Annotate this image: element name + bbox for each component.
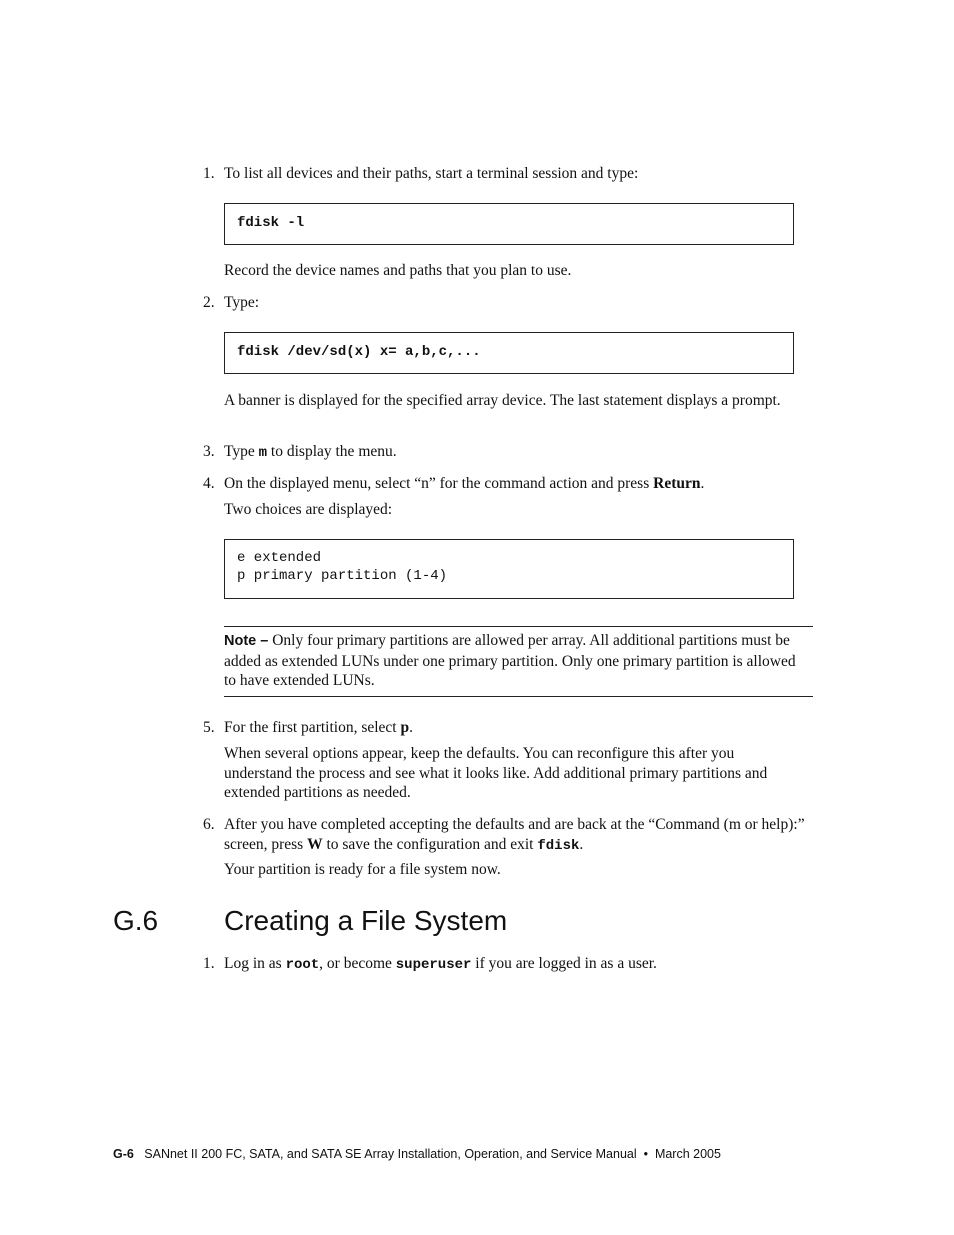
- text: to save the configuration and exit: [322, 835, 538, 853]
- code-block-3: [224, 539, 794, 599]
- text: Log in as: [224, 955, 286, 972]
- step-6-text: [224, 815, 814, 856]
- code-line: p primary partition (1-4): [237, 568, 448, 584]
- note: [224, 631, 804, 691]
- text: On the displayed menu, select “n” for the command action and press: [224, 475, 654, 492]
- note-bottom-rule: [224, 696, 813, 697]
- text: if you are logged in as a user.: [471, 955, 657, 972]
- text: After you have completed accepting the defaults and are back at the “Command (m or help):” screen, press: [224, 816, 805, 853]
- paragraph: Your partition is ready for a file system now.: [224, 861, 501, 878]
- note-label: Note –: [224, 633, 269, 649]
- inline-code: m: [258, 445, 268, 461]
- section-number: G.6: [113, 905, 159, 936]
- inline-code: fdisk: [537, 837, 580, 854]
- step-number: 2.: [203, 294, 215, 311]
- text: For the first partition, select: [224, 719, 401, 736]
- inline-code: root: [285, 957, 320, 973]
- paragraph: When several options appear, keep the defaults. You can reconfigure this after you understand the process and see what it looks like. Add additional primary partitions and extended partitions as needed.: [224, 745, 768, 801]
- step-3-text: [224, 442, 814, 464]
- paragraph: Two choices are displayed:: [224, 501, 393, 518]
- bold-text: p: [400, 719, 410, 736]
- text: .: [579, 835, 584, 853]
- step-number: 5.: [203, 719, 215, 736]
- paragraph: A banner is displayed for the specified array device. The last statement displays a prompt.: [224, 392, 781, 409]
- text: .: [409, 719, 413, 736]
- step-5-text: [224, 718, 814, 738]
- step-number: 1.: [203, 165, 215, 182]
- bold-text: W: [307, 835, 323, 853]
- code-block-2: fdisk /dev/sd(x) x= a,b,c,...: [224, 332, 794, 374]
- note-text: Only four primary partitions are allowed per array. All additional partitions must be added as extended LUNs under one primary partition. Only one primary partition is allowed to have extended LUNs.: [224, 632, 796, 689]
- text: to display the menu.: [267, 443, 397, 460]
- date: March 2005: [654, 1147, 721, 1161]
- section-step-1-text: [224, 954, 814, 976]
- text: .: [700, 475, 705, 492]
- step-number: 3.: [203, 443, 215, 460]
- code-block-1: fdisk -l: [224, 203, 794, 245]
- step-number: 4.: [203, 475, 215, 492]
- manual-title: SANnet II 200 FC, SATA, and SATA SE Array Installation, Operation, and Service Manual: [144, 1147, 637, 1161]
- paragraph: Record the device names and paths that you plan to use.: [224, 262, 572, 279]
- step-4-text: [224, 474, 814, 494]
- bullet: •: [643, 1147, 648, 1161]
- bold-text: Return: [653, 475, 701, 492]
- page-footer: [113, 1147, 721, 1161]
- code-line: e extended: [237, 550, 322, 566]
- inline-code: superuser: [395, 957, 472, 973]
- section-title: Creating a File System: [224, 905, 508, 936]
- step-2-text: Type:: [224, 294, 260, 311]
- text: Type: [224, 443, 259, 460]
- page-number: G-6: [113, 1147, 134, 1161]
- step-number: 6.: [203, 816, 215, 833]
- note-top-rule: [224, 626, 813, 627]
- step-1-text: To list all devices and their paths, start a terminal session and type:: [224, 165, 639, 182]
- text: , or become: [319, 955, 396, 972]
- step-number: 1.: [203, 955, 215, 972]
